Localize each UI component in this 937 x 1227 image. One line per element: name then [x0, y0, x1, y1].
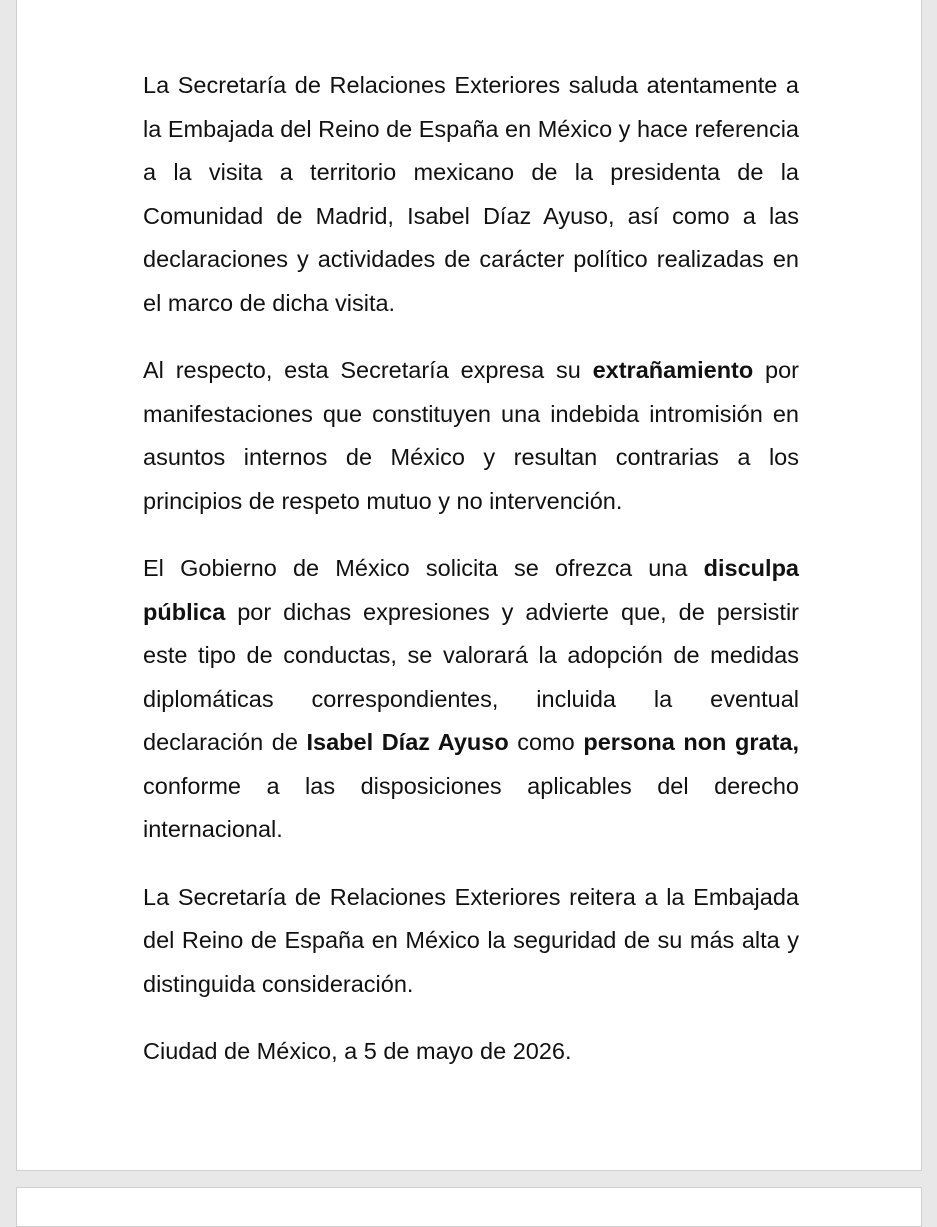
paragraph-greeting	[143, 64, 799, 325]
paragraph-extranamiento	[143, 349, 799, 523]
paragraph-text: El Gobierno de México solicita se ofrezca una	[143, 555, 704, 581]
paragraph-text: por manifestaciones que constituyen una indebida intromisión en asuntos internos de México y resultan contrarias a los principios de respeto mutuo y no intervención.	[143, 357, 799, 514]
paragraph-text: La Secretaría de Relaciones Exteriores saluda atentamente a la Embajada del Reino de España en México y hace referencia a la visita a territorio mexicano de la presidenta de la Comunidad de Madrid, Isabel Díaz Ayuso, así como a las declaraciones y actividades de carácter político realizadas en el marco de dicha visita.	[143, 72, 799, 316]
paragraph-text: conforme a las disposiciones aplicables del derecho internacional.	[143, 772, 799, 842]
bold-extranamiento: extrañamiento	[592, 357, 754, 383]
paragraph-text: La Secretaría de Relaciones Exteriores reitera a la Embajada del Reino de España en México la seguridad de su más alta y distinguida consideración.	[143, 883, 799, 997]
paragraph-disculpa	[143, 547, 799, 852]
paragraph-date	[143, 1030, 799, 1074]
document-page	[16, 0, 922, 1171]
paragraph-text: Al respecto, esta Secretaría expresa su	[143, 357, 593, 383]
paragraph-closing	[143, 876, 799, 1007]
document-body	[143, 64, 799, 1074]
date-line: Ciudad de México, a 5 de mayo de 2026.	[143, 1038, 572, 1064]
bold-disculpa-publica: disculpa pública	[143, 555, 799, 625]
bold-persona-non-grata: persona non grata,	[583, 729, 799, 755]
next-page-edge	[16, 1187, 922, 1227]
paragraph-text: como	[508, 729, 584, 755]
paragraph-text: por dichas expresiones y advierte que, de persistir este tipo de conductas, se valorará la adopción de medidas diplomáticas correspondientes, incluida la eventual declaración de	[143, 598, 799, 755]
bold-isabel-diaz-ayuso: Isabel Díaz Ayuso	[306, 729, 509, 755]
